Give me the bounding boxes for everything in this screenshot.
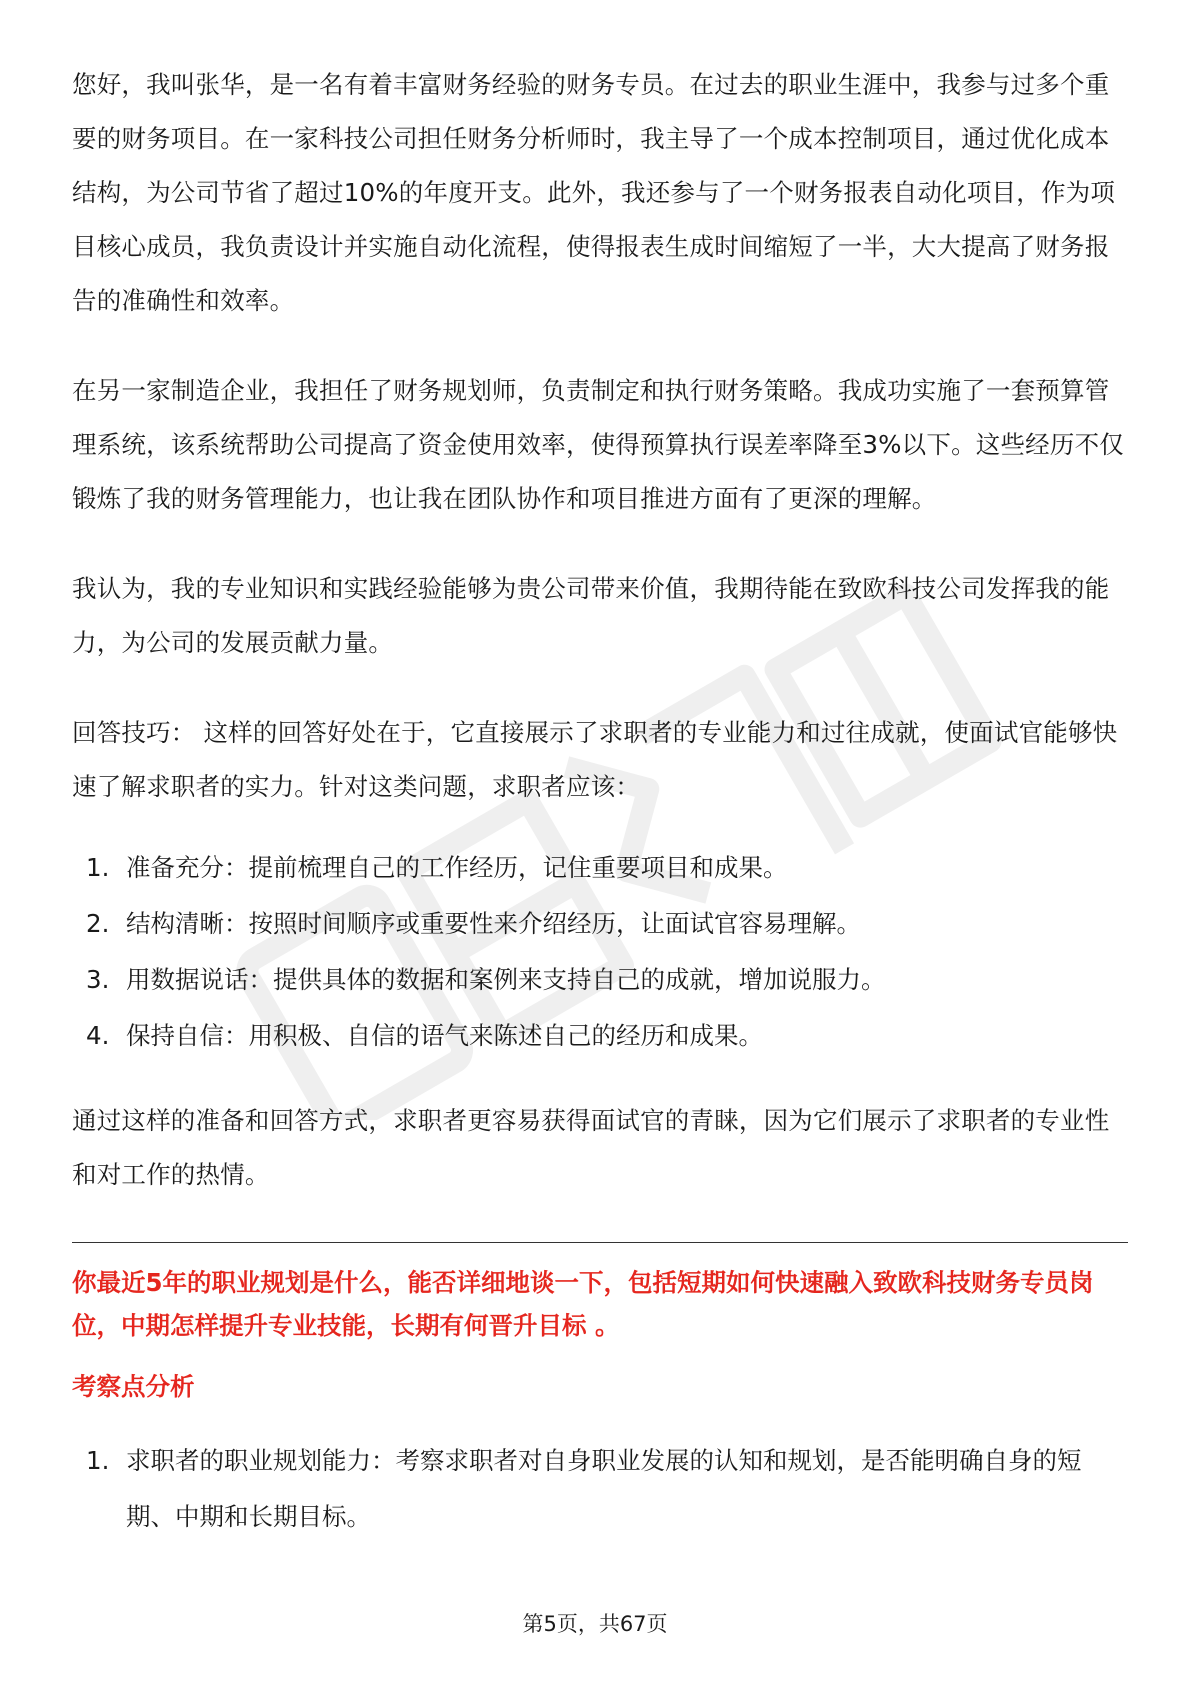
document-content xyxy=(72,58,1128,1545)
list-item-number: 4. xyxy=(86,1021,110,1050)
interview-question: 你最近5年的职业规划是什么，能否详细地谈一下，包括短期如何快速融入致欧科技财务专员岗位，中期怎样提升专业技能，长期有何晋升目标 。 xyxy=(72,1268,1094,1340)
list-item xyxy=(72,896,1128,952)
list-item-number: 2. xyxy=(86,909,110,938)
list-item-text: 结构清晰：按照时间顺序或重要性来介绍经历，让面试官容易理解。 xyxy=(126,909,861,938)
section-divider xyxy=(72,1242,1128,1243)
list-item-text: 保持自信：用积极、自信的语气来陈述自己的经历和成果。 xyxy=(126,1021,763,1050)
list-item xyxy=(72,1008,1128,1064)
list-item xyxy=(72,840,1128,896)
answer-paragraph-1: 您好，我叫张华，是一名有着丰富财务经验的财务专员。在过去的职业生涯中，我参与过多个重要的财务项目。在一家科技公司担任财务分析师时，我主导了一个成本控制项目，通过优化成本结构，为公司节省了超过10%的年度开支。此外，我还参与了一个财务报表自动化项目，作为项目核心成员，我负责设计并实施自动化流程，使得报表生成时间缩短了一半，大大提高了财务报告的准确性和效率。 xyxy=(72,70,1116,315)
analysis-list xyxy=(72,1433,1128,1545)
answer-paragraph-3: 我认为，我的专业知识和实践经验能够为贵公司带来价值，我期待能在致欧科技公司发挥我的能力，为公司的发展贡献力量。 xyxy=(72,574,1110,657)
list-item-number: 1. xyxy=(86,1446,110,1475)
list-item xyxy=(72,1433,1128,1545)
closing-paragraph: 通过这样的准备和回答方式，求职者更容易获得面试官的青睐，因为它们展示了求职者的专业性和对工作的热情。 xyxy=(72,1106,1110,1189)
list-item-text: 求职者的职业规划能力：考察求职者对自身职业发展的认知和规划，是否能明确自身的短期、中期和长期目标。 xyxy=(126,1446,1082,1531)
list-item-number: 3. xyxy=(86,965,110,994)
analysis-heading: 考察点分析 xyxy=(72,1372,195,1401)
tips-list xyxy=(72,840,1128,1064)
list-item-text: 用数据说话：提供具体的数据和案例来支持自己的成就，增加说服力。 xyxy=(126,965,886,994)
list-item xyxy=(72,952,1128,1008)
list-item-text: 准备充分：提前梳理自己的工作经历，记住重要项目和成果。 xyxy=(126,853,788,882)
answer-tips-intro: 回答技巧： 这样的回答好处在于，它直接展示了求职者的专业能力和过往成就，使面试官能够快速了解求职者的实力。针对这类问题，求职者应该： xyxy=(72,718,1118,801)
list-item-number: 1. xyxy=(86,853,110,882)
answer-paragraph-2: 在另一家制造企业，我担任了财务规划师，负责制定和执行财务策略。我成功实施了一套预算管理系统，该系统帮助公司提高了资金使用效率，使得预算执行误差率降至3%以下。这些经历不仅锻炼了我的财务管理能力，也让我在团队协作和项目推进方面有了更深的理解。 xyxy=(72,376,1124,513)
page-footer: 第5页，共67页 xyxy=(522,1612,668,1636)
